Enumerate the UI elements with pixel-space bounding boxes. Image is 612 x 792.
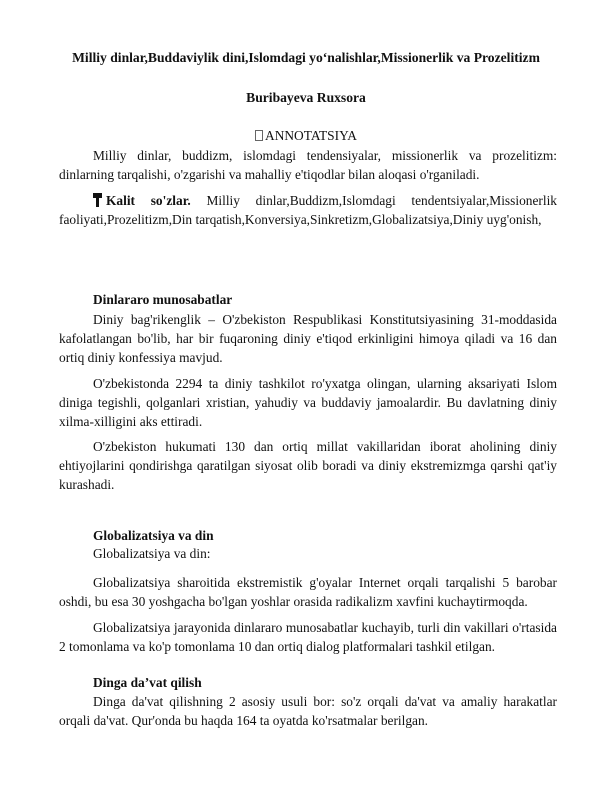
section-heading-globalization: Globalizatsiya va din [93, 528, 214, 543]
section-subheading: Globalizatsiya va din: [93, 546, 211, 561]
annotation-heading-row [40, 127, 572, 144]
author-name: Buribayeva Ruxsora [246, 90, 366, 105]
section-paragraph: Diniy bag'rikenglik – O'zbekiston Respublikasi Konstitutsiyasining 31-moddasida kafolatlangan bo'lib, har bir fuqaroning diniy e'tiqod erkinligini himoya qiladi va 16 dan ortiq diniy konfessiya mavjud. [59, 312, 557, 365]
section-paragraph: Globalizatsiya jarayonida dinlararo munosabatlar kuchayib, turli din vakillari o'rtasida 2 tomonlama va ko'p tomonlama 10 dan ortiq dialog platformalari tashkil etilgan. [59, 620, 557, 654]
section-paragraph: Dinga da'vat qilishning 2 asosiy usuli bor: so'z orqali da'vat va amaliy harakatlar orqali da'vat. Qur'onda bu haqda 164 ta oyatda ko'rsatmalar berilgan. [59, 694, 557, 728]
keywords-text: Milliy dinlar,Buddizm,Islomdagi tendentsiyalar,Missionerlik faoliyati,Prozelitizm,Din tarqatish,Konversiya,Sinkretizm,Globalizatsiya,Diniy uyg'onish, [59, 193, 558, 227]
annotation-heading: ANNOTATSIYA [265, 128, 357, 143]
section-heading-dawah: Dinga da’vat qilish [93, 675, 202, 690]
keywords-label: Kalit so'zlar. [106, 193, 191, 208]
annotation-text: Milliy dinlar, buddizm, islomdagi tendensiyalar, missionerlik va prozelitizm: dinlarning tarqalishi, o'zgarishi va mahalliy e'tiqodlar bilan aloqasi o'rganiladi. [59, 148, 557, 182]
section-paragraph: Globalizatsiya sharoitida ekstremistik g'oyalar Internet orqali tarqalishi 5 barobar oshdi, bu esa 30 yoshgacha bo'lgan yoshlar orasida radikalizm xavfini kuchaytirmoqda. [59, 575, 557, 609]
placeholder-box-icon [255, 130, 263, 141]
pushpin-icon [93, 193, 102, 207]
document-title: Milliy dinlar,Buddaviylik dini,Islomdagi yo‘nalishlar,Missionerlik va Prozelitizm [72, 50, 540, 65]
section-paragraph: O'zbekistonda 2294 ta diniy tashkilot ro'yxatga olingan, ularning aksariyati Islom diniga tegishli, qolganlari xristian, yahudiy va buddaviy jamoalardir. Bu davlatning diniy xilma-xilligini aks ettiradi. [59, 376, 557, 429]
section-heading-interfaith: Dinlararo munosabatlar [93, 292, 233, 307]
keywords-paragraph [59, 191, 557, 229]
section-paragraph: O'zbekiston hukumati 130 dan ortiq millat vakillaridan iborat aholining diniy ehtiyojlarini qondirishga qaratilgan siyosat olib boradi va diniy ekstremizmga qarshi qat'iy kurashadi. [59, 439, 557, 492]
